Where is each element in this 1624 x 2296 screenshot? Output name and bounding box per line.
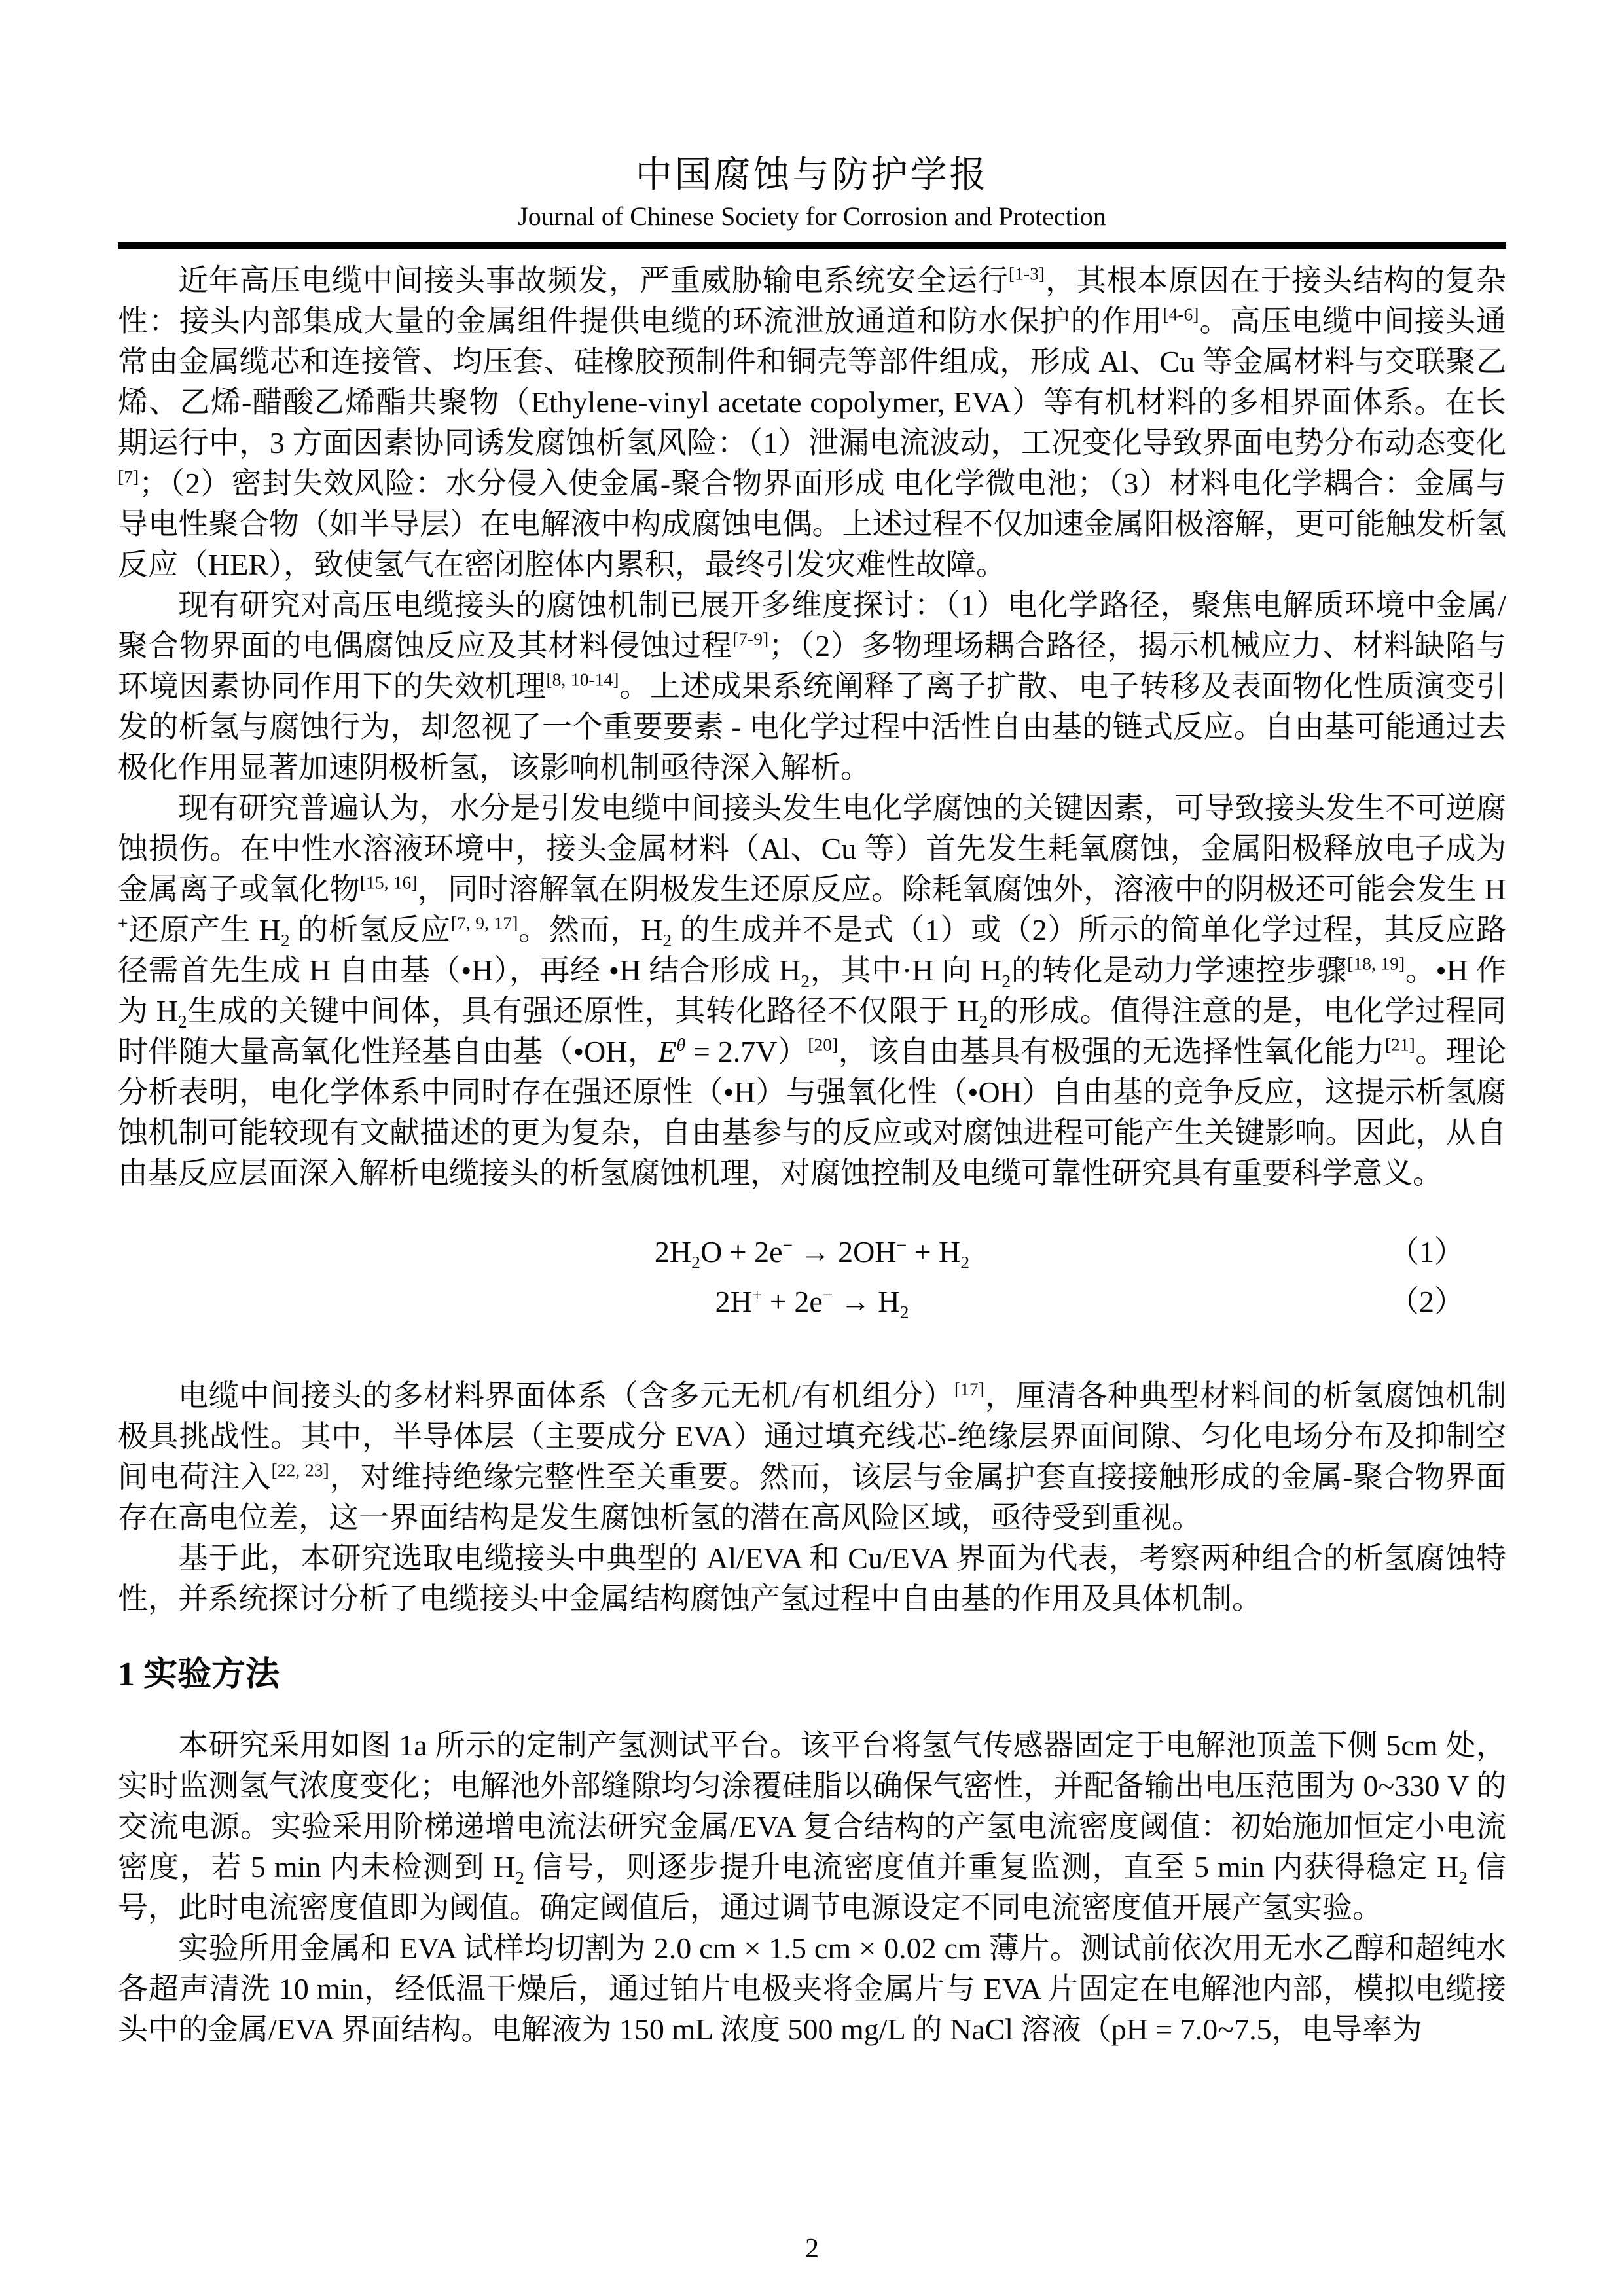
equation [118, 1279, 1506, 1325]
header-divider [118, 242, 1506, 249]
paragraph: 本研究采用如图 1a 所示的定制产氢测试平台。该平台将氢气传感器固定于电解池顶盖下侧 5cm 处，实时监测氢气浓度变化；电解池外部缝隙均匀涂覆硅脂以确保气密性，并配备输出电压范围为 0~330 V 的交流电源。实验采用阶梯递增电流法研究金属/EVA 复合结构的产氢电流密度阈值：初始施加恒定小电流密度，若 5 min 内未检测到 $H_2$ 信号，则逐步提升电流密度值并重复监测，直至 5 min 内获得稳定 $H_2$ 信号，此时电流密度值即为阈值。确定阈值后，通过调节电源设定不同电流密度值开展产氢实验。 [118, 1728, 1507, 1924]
paragraph: 现有研究对高压电缆接头的腐蚀机制已展开多维度探讨：（1）电化学路径，聚焦电解质环境中金属/聚合物界面的电偶腐蚀反应及其材料侵蚀过程[7-9]；（2）多物理场耦合路径，揭示机械应力、材料缺陷与环境因素协同作用下的失效机理[8, 10-14]。上述成果系统阐释了离子扩散、电子转移及表面物化性质演变引发的析氢与腐蚀行为，却忽视了一个重要要素 - 电化学过程中活性自由基的链式反应。自由基可能通过去极化作用显著加速阴极析氢，该影响机制亟待深入解析。 [118, 588, 1507, 784]
journal-header [118, 156, 1506, 249]
equation-number: （2） [1389, 1284, 1464, 1318]
paragraph: 近年高压电缆中间接头事故频发，严重威胁输电系统安全运行[1-3]，其根本原因在于接头结构的复杂性：接头内部集成大量的金属组件提供电缆的环流泄放通道和防水保护的作用[4-6]。高压电缆中间接头通常由金属缆芯和连接管、均压套、硅橡胶预制件和铜壳等部件组成，形成 Al、Cu 等金属材料与交联聚乙烯、乙烯-醋酸乙烯酯共聚物（Ethylene-vinyl acetate copolymer, EVA）等有机材料的多相界面体系。在长期运行中，3 方面因素协同诱发腐蚀析氢风险：（1）泄漏电流波动，工况变化导致界面电势分布动态变化[7]；（2）密封失效风险：水分侵入使金属-聚合物界面形成 电化学微电池；（3）材料电化学耦合：金属与导电性聚合物（如半导层）在电解液中构成腐蚀电偶。上述过程不仅加速金属阳极溶解，更可能触发析氢反应（HER），致使氢气在密闭腔体内累积，最终引发灾难性故障。 [118, 263, 1507, 581]
journal-title-en: Journal of Chinese Society for Corrosion and Protection [518, 201, 1106, 231]
paragraph: 电缆中间接头的多材料界面体系（含多元无机/有机组分）[17]，厘清各种典型材料间的析氢腐蚀机制极具挑战性。其中，半导体层（主要成分 EVA）通过填充线芯-绝缘层界面间隙、匀化电场分布及抑制空间电荷注入[22, 23]，对维持绝缘完整性至关重要。然而，该层与金属护套直接接触形成的金属-聚合物界面存在高电位差，这一界面结构是发生腐蚀析氢的潜在高风险区域，亟待受到重视。 [118, 1378, 1507, 1534]
equation-number: （1） [1389, 1234, 1464, 1268]
equation [118, 1229, 1506, 1275]
paragraph: 基于此，本研究选取电缆接头中典型的 Al/EVA 和 Cu/EVA 界面为代表，考察两种组合的析氢腐蚀特性，并系统探讨分析了电缆接头中金属结构腐蚀产氢过程中自由基的作用及具体机制。 [118, 1541, 1506, 1615]
section-heading: 1 实验方法 [118, 1655, 280, 1693]
paragraph: 现有研究普遍认为，水分是引发电缆中间接头发生电化学腐蚀的关键因素，可导致接头发生不可逆腐蚀损伤。在中性水溶液环境中，接头金属材料（Al、Cu 等）首先发生耗氧腐蚀，金属阳极释放电子成为金属离子或氧化物[15, 16]，同时溶解氧在阴极发生还原反应。除耗氧腐蚀外，溶液中的阴极还可能会发生 H+还原产生 $H_2$ 的析氢反应[7, 9, 17]。然而，$H_2$ 的生成并不是式（1）或（2）所示的简单化学过程，其反应路径需首先生成 H 自由基（•H），再经 •H 结合形成 $H_2$，其中·H 向 $H_2$的转化是动力学速控步骤[18, 19]。•H 作为 $H_2$生成的关键中间体，具有强还原性，其转化路径不仅限于 $H_2$的形成。值得注意的是，电化学过程同时伴随大量高氧化性羟基自由基（•OH，$E^\theta = 2.7V)[20]$，该自由基具有极强的无选择性氧化能力[21]。理论分析表明，电化学体系中同时存在强还原性（•H）与强氧化性（•OH）自由基的竞争反应，这提示析氢腐蚀机制可能较现有文献描述的更为复杂，自由基参与的反应或对腐蚀进程可能产生关键影响。因此，从自由基反应层面深入解析电缆接头的析氢腐蚀机理，对腐蚀控制及电缆可靠性研究具有重要科学意义。 [118, 791, 1507, 1190]
body-content [118, 249, 1506, 2050]
paragraph: 实验所用金属和 EVA 试样均切割为 2.0 cm × 1.5 cm × 0.02 cm 薄片。测试前依次用无水乙醇和超纯水各超声清洗 10 min，经低温干燥后，通过铂片电极夹将金属片与 EVA 片固定在电解池内部，模拟电缆接头中的金属/EVA 界面结构。电解液为 150 mL 浓度 500 mg/L 的 NaCl 溶液（pH = 7.0~7.5，电导率为 [118, 1931, 1506, 2046]
page-number: 2 [805, 2234, 819, 2264]
equation-formula: $2H_2O + 2e^- \to 2OH^- + H_2$ [654, 1234, 970, 1272]
equation-formula: $2H^+ + 2e^- \to H_2$ [715, 1284, 909, 1322]
journal-title-zh: 中国腐蚀与防护学报 [635, 155, 989, 196]
